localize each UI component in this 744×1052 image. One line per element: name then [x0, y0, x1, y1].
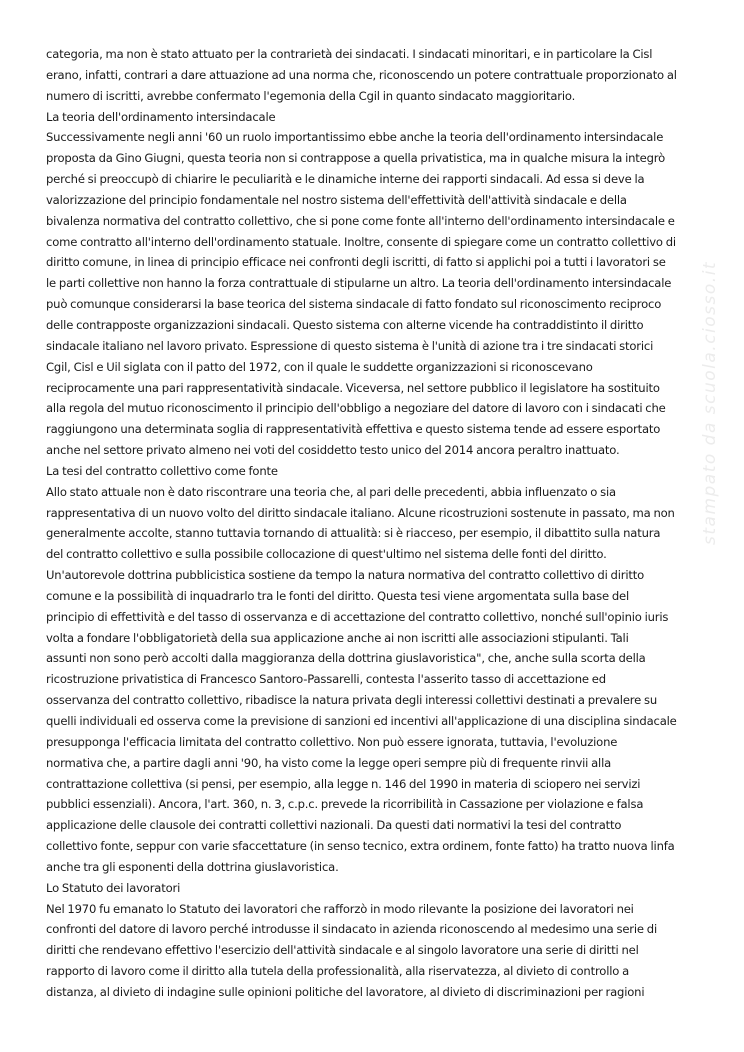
- text-line: anche nel settore privato almeno nei voti del cosiddetto testo unico del 2014 ancora peraltro inattuato.: [46, 443, 620, 458]
- text-line: La teoria dell'ordinamento intersindacale: [46, 109, 276, 124]
- text-line: presupponga l'efficacia limitata del contratto collettivo. Non può essere ignorata, tuttavia, l'evoluzione: [46, 734, 618, 749]
- text-line: sindacale italiano nel lavoro privato. Espressione di questo sistema è l'unità di azione tra i tre sindacati storici: [46, 338, 654, 353]
- text-line: alla regola del mutuo riconoscimento il principio dell'obbligo a negoziare del datore di lavoro con i sindacati che: [46, 401, 666, 416]
- text-line: ricostruzione privatistica di Francesco Santoro-Passarelli, contesta l'asserito tasso di accettazione ed: [46, 672, 606, 687]
- text-line: volta a fondare l'obbligatorietà della sua applicazione anche ai non iscritti alle associazioni stipulanti. Tali: [46, 630, 629, 645]
- text-line: bivalenza normativa del contratto collettivo, che si pone come fonte all'interno dell'ordinamento intersindacale e: [46, 213, 675, 228]
- text-line: pubblici essenziali). Ancora, l'art. 360, n. 3, c.p.c. prevede la ricorribilità in Cassazione per violazione e falsa: [46, 797, 644, 812]
- text-line: diritto comune, in linea di principio efficace nei confronti degli iscritti, di fatto si applichi poi a tutti i lavoratori se: [46, 255, 666, 270]
- text-line: le parti collettive non hanno la forza contrattuale di stipularne un altro. La teoria dell'ordinamento intersindacale: [46, 276, 672, 291]
- text-line: comune e la possibilità di inquadrarlo tra le fonti del diritto. Questa tesi viene argomentata sulla base del: [46, 588, 630, 603]
- document-page: [46, 44, 706, 1003]
- text-line: valorizzazione del principio fondamentale nel nostro sistema dell'effettività dell'attività sindacale e della: [46, 192, 627, 207]
- text-line: applicazione delle clausole dei contratti collettivi nazionali. Da questi dati normativi la tesi del contratto: [46, 818, 622, 833]
- text-line: diritti che rendevano effettivo l'esercizio dell'attività sindacale e al singolo lavoratore una serie di diritti nel: [46, 943, 639, 958]
- text-line: La tesi del contratto collettivo come fonte: [46, 463, 278, 478]
- text-line: collettivo fonte, seppur con varie sfaccettature (in senso tecnico, extra ordinem, fonte fatto) ha tratto nuova linfa: [46, 839, 675, 854]
- text-line: confronti del datore di lavoro perché introdusse il sindacato in azienda riconoscendo al medesimo una serie di: [46, 922, 657, 937]
- text-line: raggiungono una determinata soglia di rappresentatività effettiva e questo sistema tende ad essere esportato: [46, 422, 661, 437]
- text-line: del contratto collettivo e sulla possibile collocazione di quest'ultimo nel sistema delle fonti del diritto.: [46, 547, 607, 562]
- text-line: Allo stato attuale non è dato riscontrare una teoria che, al pari delle precedenti, abbia influenzato o sia: [46, 484, 616, 499]
- text-line: Un'autorevole dottrina pubblicistica sostiene da tempo la natura normativa del contratto collettivo di diritto: [46, 568, 645, 583]
- text-line: rappresentativa di un nuovo volto del diritto sindacale italiano. Alcune ricostruzioni sostenute in passato, ma non: [46, 505, 675, 520]
- text-line: proposta da Gino Giugni, questa teoria non si contrappose a quella privatistica, ma in qualche misura la integrò: [46, 151, 666, 166]
- text-line: reciprocamente una pari rappresentatività sindacale. Viceversa, nel settore pubblico il legislatore ha sostituito: [46, 380, 660, 395]
- text-line: contrattazione collettiva (si pensi, per esempio, alla legge n. 146 del 1990 in materia di sciopero nei servizi: [46, 776, 641, 791]
- text-line: delle contrapposte organizzazioni sindacali. Questo sistema con alterne vicende ha contraddistinto il diritto: [46, 317, 644, 332]
- text-line: erano, infatti, contrari a dare attuazione ad una norma che, riconoscendo un potere contrattuale proporzionato al: [46, 67, 677, 82]
- text-line: Cgil, Cisl e Uil siglata con il patto del 1972, con il quale le suddette organizzazioni si riconoscevano: [46, 359, 593, 374]
- text-line: rapporto di lavoro come il diritto alla tutela della professionalità, alla riservatezza, al divieto di controllo a: [46, 964, 630, 979]
- text-line: assunti non sono però accolti dalla maggioranza della dottrina giuslavoristica", che, anche sulla scorta della: [46, 651, 646, 666]
- text-line: categoria, ma non è stato attuato per la contrarietà dei sindacati. I sindacati minoritari, e in particolare la Cisl: [46, 47, 653, 61]
- text-line: anche tra gli esponenti della dottrina giuslavoristica.: [46, 859, 339, 874]
- text-line: generalmente accolte, stanno tuttavia tornando di attualità: si è riacceso, per esempio, il dibattito sulla natura: [46, 526, 661, 541]
- text-line: Nel 1970 fu emanato lo Statuto dei lavoratori che rafforzò in modo rilevante la posizione dei lavoratori nei: [46, 901, 634, 916]
- text-line: principio di effettività e del tasso di osservanza e di accettazione del contratto collettivo, nonché sull'opinio iuris: [46, 609, 669, 624]
- text-line: osservanza del contratto collettivo, ribadisce la natura privata degli interessi collettivi destinati a prevalere su: [46, 693, 658, 708]
- text-line: quelli individuali ed osserva come la previsione di sanzioni ed incentivi all'applicazione di una disciplina sindacale: [46, 714, 677, 728]
- text-line: distanza, al divieto di indagine sulle opinioni politiche del lavoratore, al divieto di discriminazioni per ragioni: [46, 984, 645, 999]
- text-line: Successivamente negli anni '60 un ruolo importantissimo ebbe anche la teoria dell'ordinamento intersindacale: [46, 130, 664, 145]
- text-line: può comunque considerarsi la base teorica del sistema sindacale di fatto fondato sul riconoscimento reciproco: [46, 297, 662, 312]
- text-line: normativa che, a partire dagli anni '90, ha visto come la legge operi sempre più di frequente rinvii alla: [46, 755, 612, 770]
- text-line: numero di iscritti, avrebbe confermato l'egemonia della Cgil in quanto sindacato maggioritario.: [46, 88, 576, 103]
- text-line: Lo Statuto dei lavoratori: [46, 880, 181, 895]
- text-line: perché si preoccupò di chiarire le peculiarità e le dinamiche interne dei rapporti sindacali. Ad essa si deve la: [46, 172, 645, 187]
- watermark: stampato da scuola.ciosso.it: [700, 260, 720, 545]
- text-line: come contratto all'interno dell'ordinamento statuale. Inoltre, consente di spiegare come un contratto collettivo di: [46, 234, 676, 249]
